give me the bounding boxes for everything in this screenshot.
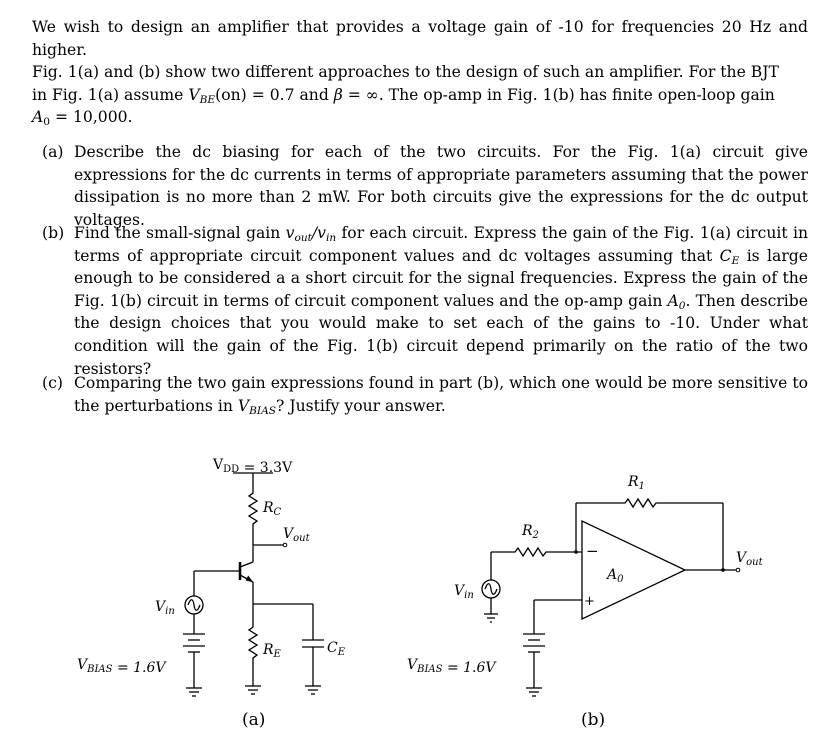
question-a-text: Describe the dc biasing for each of the two circuits. For the Fig. 1(a) circuit give expressions for the dc currents in terms of appropriate parameters assuming that the power dissipation is no more than 2 mW. For both circuits give the expressions for the dc output voltages. [74, 143, 808, 229]
rc-label: $R_C$ [263, 500, 282, 518]
vbe-subscript: BE [199, 93, 216, 106]
r2-resistor [512, 548, 549, 556]
circuit-a [77, 457, 346, 730]
vbe-rest: (on) = 0.7 and [215, 85, 334, 104]
intro-line-1: We wish to design an amplifier that provides a voltage gain of -10 for frequencies 20 Hz and higher. [32, 18, 808, 59]
vin-label-b: $V_{in}$ [454, 583, 474, 601]
ce-symbol: $C_E$ [719, 246, 740, 267]
intro-line-3b: . The op-amp in Fig. 1(b) has finite open-loop gain [378, 85, 775, 104]
question-b-label: (b) [42, 224, 65, 242]
vin-label-a: $V_{in}$ [155, 599, 175, 617]
vout-label-a: $V_{out}$ [283, 526, 310, 544]
a0-symbol-b: $A_0$ [667, 291, 686, 312]
intro-line-2: Fig. 1(a) and (b) show two different approaches to the design of such an amplifier. For the BJT [32, 63, 779, 82]
ce-label: $C_E$ [327, 640, 346, 658]
a0-rest: = 10,000. [50, 108, 133, 127]
bjt-emitter-arrow [246, 576, 254, 583]
question-b [42, 222, 808, 380]
question-b-text [74, 222, 808, 380]
question-b-part-1: Find the small-signal gain [74, 224, 286, 242]
opamp-plus: + [584, 594, 595, 609]
r1-label: $R_1$ [628, 474, 645, 492]
vbe-symbol: V [188, 85, 200, 104]
a0-subscript: 0 [43, 116, 51, 129]
circuit-figure [0, 440, 838, 742]
question-c-label: (c) [42, 374, 63, 392]
intro-line-3a: in Fig. 1(a) assume [32, 85, 189, 104]
a0-label: $A_0$ [607, 567, 624, 585]
vbias-label-b: $V_{BIAS} = 1.6V$ [407, 657, 496, 676]
question-c-text [74, 372, 808, 417]
caption-b: (b) [581, 710, 606, 730]
gain-expression: $v_{out}/v_{in}$ [285, 224, 337, 245]
vdd-label: $V_{DD} = 3.3V$ [213, 457, 293, 476]
question-b-part-4: . Then describe the design choices that you would make to set each of the gains to -10. Under what condition will the gain of the Fig. 1(b) circuit depend primarily on the ratio of the two resistors? [74, 291, 808, 378]
question-b-part-2: for each circuit. Express the gain of the Fig. 1(a) circuit in terms of appropriate circuit component values and dc voltages assuming that [74, 224, 808, 265]
vout-label-b: $V_{out}$ [736, 550, 763, 568]
vbias-symbol: $V_{BIAS}$ [237, 396, 276, 417]
circuit-b [407, 474, 764, 730]
question-b-part-3: is large enough to be considered a a short circuit for the signal frequencies. Express the gain of the Fig. 1(b) circuit in terms of circuit component values and the op-amp gain [74, 246, 808, 310]
rc-resistor [249, 490, 257, 527]
r1-resistor [622, 499, 659, 507]
re-resistor [249, 624, 257, 661]
caption-a: (a) [242, 710, 266, 730]
opamp-triangle [582, 521, 685, 619]
question-c [42, 372, 808, 417]
question-c-part-1: Comparing the two gain expressions found in part (b), which one would be more sensitive to the perturbations in [74, 374, 808, 415]
question-a [42, 141, 808, 231]
opamp-minus: − [586, 542, 599, 560]
re-label: $R_E$ [263, 642, 281, 660]
r2-label: $R_2$ [522, 523, 539, 541]
a0-symbol: A [32, 108, 44, 127]
beta-expression: β = ∞ [333, 85, 379, 104]
vbias-label-a: $V_{BIAS} = 1.6V$ [77, 657, 166, 676]
question-c-part-2: ? Justify your answer. [276, 396, 446, 415]
intro-paragraph [32, 16, 808, 129]
question-a-label: (a) [42, 143, 64, 161]
